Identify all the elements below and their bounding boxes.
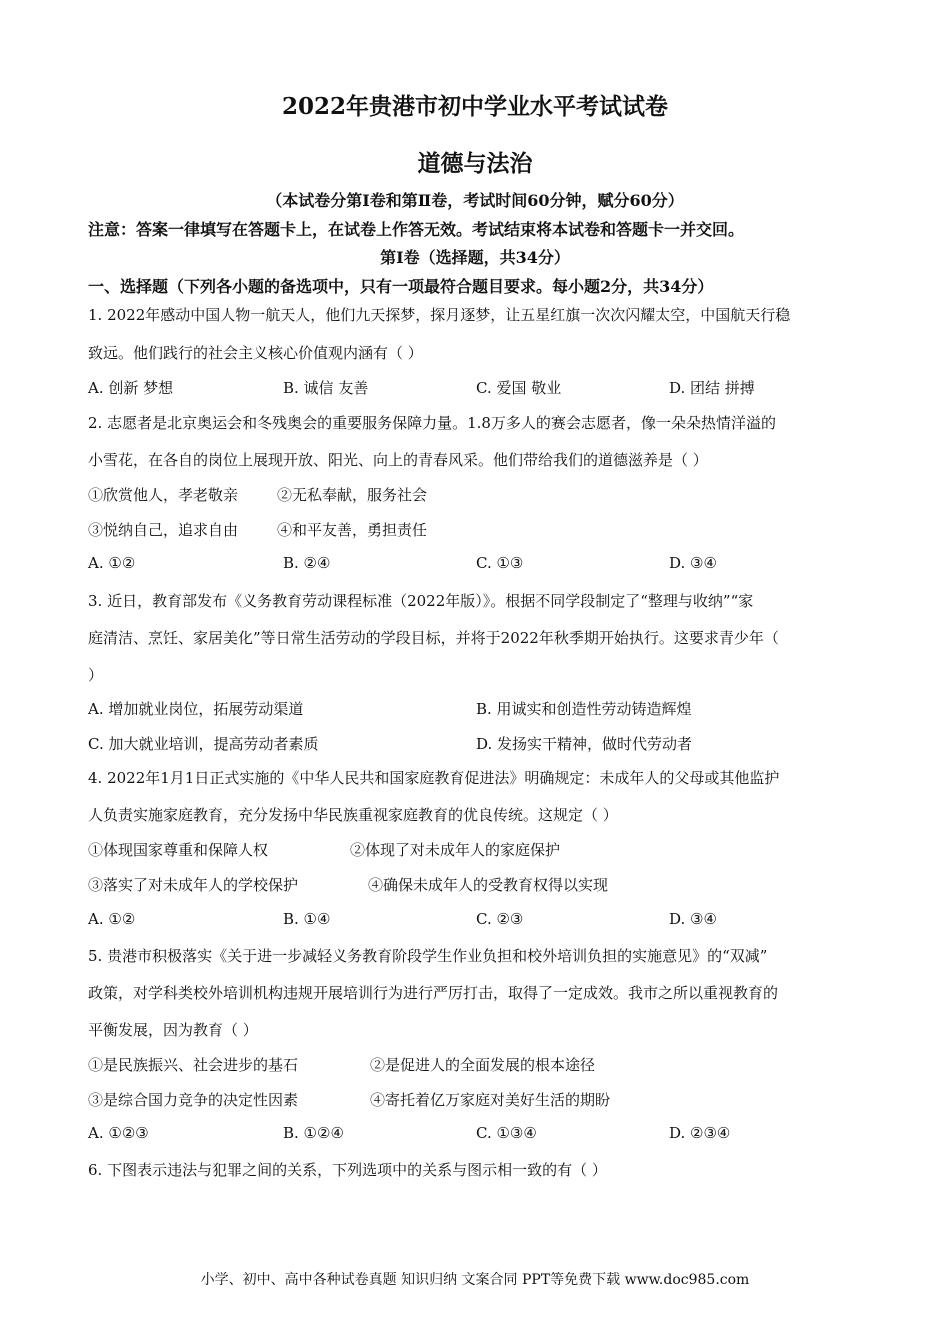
q2-statement-4: ④和平友善，勇担责任 bbox=[277, 521, 428, 539]
q1-option-c: C. 爱国 敬业 bbox=[476, 379, 562, 397]
q1-option-d: D. 团结 拼搏 bbox=[669, 379, 755, 397]
section-heading: 一、选择题（下列各小题的备选项中，只有一项最符合题目要求。每小题2分，共34分） bbox=[88, 277, 714, 296]
part-heading: 第Ⅰ卷（选择题，共34分） bbox=[380, 248, 570, 267]
q5-statement-2: ②是促进人的全面发展的根本途径 bbox=[370, 1056, 596, 1074]
exam-title: 2022年贵港市初中学业水平考试试卷 bbox=[281, 93, 668, 120]
q5-option-d: D. ②③④ bbox=[669, 1124, 731, 1142]
question-2-line-2: 小雪花，在各自的岗位上展现开放、阳光、向上的青春风采。他们带给我们的道德滋养是（ ） bbox=[88, 451, 708, 469]
q4-option-b: B. ①④ bbox=[283, 910, 331, 928]
q4-statement-3: ③落实了对未成年人的学校保护 bbox=[88, 876, 299, 894]
question-4-line-2: 人负责实施家庭教育，充分发扬中华民族重视家庭教育的优良传统。这规定（ ） bbox=[88, 806, 618, 824]
q5-statement-4: ④寄托着亿万家庭对美好生活的期盼 bbox=[370, 1091, 611, 1109]
q4-option-d: D. ③④ bbox=[669, 910, 717, 928]
q2-statement-3: ③悦纳自己，追求自由 bbox=[88, 521, 239, 539]
q3-option-a: A. 增加就业岗位，拓展劳动渠道 bbox=[88, 700, 304, 718]
q5-option-b: B. ①②④ bbox=[283, 1124, 344, 1142]
question-3-line-1: 3. 近日，教育部发布《义务教育劳动课程标准（2022年版）》。根据不同学段制定了“整理与收纳”“家 bbox=[88, 592, 754, 610]
q2-option-a: A. ①② bbox=[88, 554, 136, 572]
question-3-line-3: ） bbox=[88, 666, 104, 684]
q4-option-a: A. ①② bbox=[88, 910, 136, 928]
q2-option-d: D. ③④ bbox=[669, 554, 717, 572]
q4-statement-2: ②体现了对未成年人的家庭保护 bbox=[350, 841, 561, 859]
question-3-line-2: 庭清洁、烹饪、家居美化”等日常生活劳动的学段目标，并将于2022年秋季期开始执行。这要求青少年（ bbox=[88, 629, 779, 647]
q5-statement-1: ①是民族振兴、社会进步的基石 bbox=[88, 1056, 299, 1074]
page-footer: 小学、初中、高中各种试卷真题 知识归纳 文案合同 PPT等免费下载 www.doc985.com bbox=[200, 1272, 750, 1288]
q5-option-c: C. ①③④ bbox=[476, 1124, 537, 1142]
q3-option-d: D. 发扬实干精神，做时代劳动者 bbox=[476, 735, 693, 753]
q3-option-c: C. 加大就业培训，提高劳动者素质 bbox=[88, 735, 319, 753]
question-5-line-2: 政策，对学科类校外培训机构违规开展培训行为进行严厉打击，取得了一定成效。我市之所以重视教育的 bbox=[88, 984, 779, 1002]
subject-title: 道德与法治 bbox=[417, 150, 533, 177]
q4-option-c: C. ②③ bbox=[476, 910, 524, 928]
question-6-line-1: 6. 下图表示违法与犯罪之间的关系，下列选项中的关系与图示相一致的有（ ） bbox=[88, 1161, 607, 1179]
q2-option-b: B. ②④ bbox=[283, 554, 331, 572]
q4-statement-1: ①体现国家尊重和保障人权 bbox=[88, 841, 269, 859]
q2-statement-1: ①欣赏他人，孝老敬亲 bbox=[88, 486, 239, 504]
exam-info: （本试卷分第Ⅰ卷和第Ⅱ卷，考试时间60分钟，赋分60分） bbox=[266, 191, 684, 210]
question-2-line-1: 2. 志愿者是北京奥运会和冬残奥会的重要服务保障力量。1.8万多人的赛会志愿者，像一朵朵热情洋溢的 bbox=[88, 414, 776, 432]
q5-option-a: A. ①②③ bbox=[88, 1124, 149, 1142]
q5-statement-3: ③是综合国力竞争的决定性因素 bbox=[88, 1091, 299, 1109]
q2-option-c: C. ①③ bbox=[476, 554, 524, 572]
q4-statement-4: ④确保未成年人的受教育权得以实现 bbox=[368, 876, 609, 894]
question-4-line-1: 4. 2022年1月1日正式实施的《中华人民共和国家庭教育促进法》明确规定：未成年人的父母或其他监护 bbox=[88, 769, 780, 787]
question-5-line-3: 平衡发展，因为教育（ ） bbox=[88, 1021, 258, 1039]
q1-option-a: A. 创新 梦想 bbox=[88, 379, 174, 397]
question-5-line-1: 5. 贵港市积极落实《关于进一步减轻义务教育阶段学生作业负担和校外培训负担的实施意见》的“双减” bbox=[88, 947, 768, 965]
question-1-line-1: 1. 2022年感动中国人物一航天人，他们九天探梦，探月逐梦，让五星红旗一次次闪耀太空，中国航天行稳 bbox=[88, 306, 791, 324]
question-1-line-2: 致远。他们践行的社会主义核心价值观内涵有（ ） bbox=[88, 344, 423, 362]
q3-option-b: B. 用诚实和创造性劳动铸造辉煌 bbox=[476, 700, 692, 718]
q1-option-b: B. 诚信 友善 bbox=[283, 379, 369, 397]
exam-notice: 注意：答案一律填写在答题卡上，在试卷上作答无效。考试结束将本试卷和答题卡一并交回。 bbox=[88, 220, 745, 239]
q2-statement-2: ②无私奉献，服务社会 bbox=[277, 486, 428, 504]
